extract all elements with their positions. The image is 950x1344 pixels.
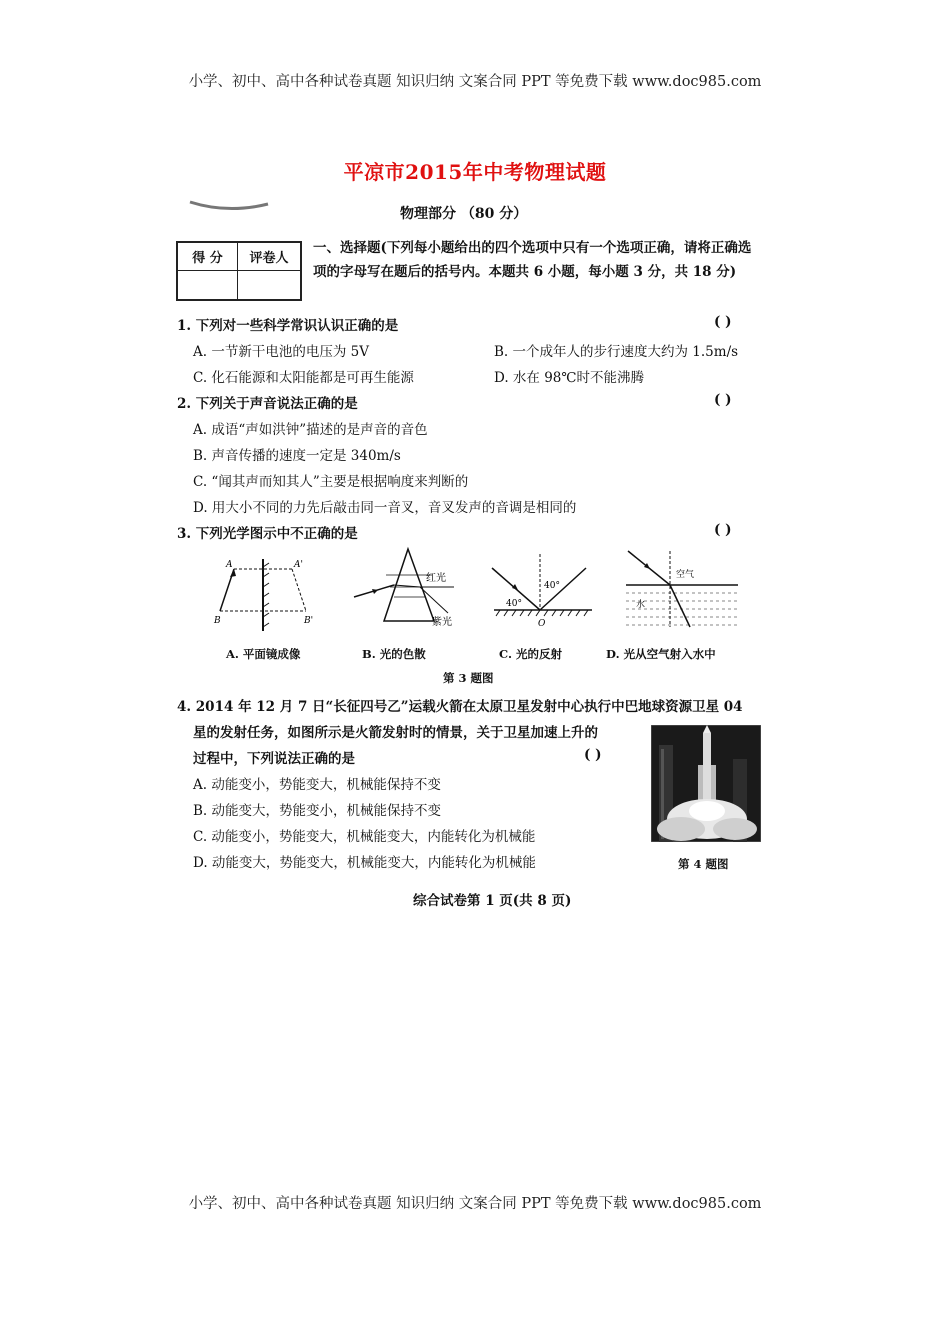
page-title: 平凉市2015年中考物理试题 — [343, 160, 607, 184]
grader-label: 评卷人 — [249, 251, 289, 266]
label-air: 空气 — [676, 570, 695, 580]
label-B: B — [214, 616, 221, 626]
score-table — [176, 241, 302, 301]
q1-option-c: C. 化石能源和太阳能都是可再生能源 — [193, 370, 414, 386]
q2-option-c: C. “闻其声而知其人”主要是根据响度来判断的 — [193, 474, 469, 490]
diagram-refraction — [622, 547, 742, 629]
scan-artifact-arc — [188, 200, 270, 214]
label-angle-1: 40° — [544, 581, 560, 591]
label-B-prime: B' — [304, 616, 314, 626]
diagram-prism-dispersion — [350, 545, 460, 627]
q2-option-a: A. 成语“声如洪钟”描述的是声音的音色 — [193, 422, 428, 438]
q2-stem: 2. 下列关于声音说法正确的是 — [177, 396, 358, 412]
diagram-reflection — [488, 550, 598, 630]
page-header: 小学、初中、高中各种试卷真题 知识归纳 文案合同 PPT 等免费下载 www.doc985.com — [188, 74, 762, 90]
q4-figure-caption: 第 4 题图 — [678, 857, 729, 871]
label-O: O — [538, 619, 546, 629]
q1-stem: 1. 下列对一些科学常识认识正确的是 — [177, 318, 399, 334]
page-footer: 小学、初中、高中各种试卷真题 知识归纳 文案合同 PPT 等免费下载 www.doc985.com — [188, 1196, 762, 1212]
q3-caption-a: A. 平面镜成像 — [226, 647, 301, 661]
q3-stem: 3. 下列光学图示中不正确的是 — [177, 526, 358, 542]
q3-caption-c: C. 光的反射 — [499, 647, 562, 661]
rocket-launch-photo — [651, 725, 761, 842]
q2-answer-blank: ( ) — [714, 392, 732, 408]
q3-caption-d: D. 光从空气射入水中 — [606, 647, 716, 661]
q1-answer-blank: ( ) — [714, 314, 732, 330]
label-violet-light: 紫光 — [432, 617, 452, 627]
page-number: 综合试卷第 1 页(共 8 页) — [413, 893, 572, 909]
q4-stem-line2: 星的发射任务，如图所示是火箭发射时的情景，关于卫星加速上升的 — [193, 725, 598, 741]
q2-option-b: B. 声音传播的速度一定是 340m/s — [193, 448, 401, 464]
label-red-light: 红光 — [426, 573, 446, 584]
label-angle-2: 40° — [506, 599, 522, 609]
q4-answer-blank: ( ) — [584, 747, 602, 763]
q4-option-b: B. 动能变大，势能变小，机械能保持不变 — [193, 803, 442, 819]
diagram-plane-mirror — [208, 555, 318, 633]
q1-option-a: A. 一节新干电池的电压为 5V — [193, 344, 369, 360]
q3-figure-caption: 第 3 题图 — [443, 671, 494, 685]
q4-stem-line1: 4. 2014 年 12 月 7 日“长征四号乙”运载火箭在太原卫星发射中心执行中巴地球资源卫星 04 — [177, 699, 743, 715]
q4-option-d: D. 动能变大，势能变大，机械能变大，内能转化为机械能 — [193, 855, 536, 871]
label-A-prime: A' — [294, 560, 303, 570]
q1-option-d: D. 水在 98℃时不能沸腾 — [494, 370, 644, 386]
label-water: 水 — [636, 600, 646, 610]
q3-answer-blank: ( ) — [714, 522, 732, 538]
q2-option-d: D. 用大小不同的力先后敲击同一音叉，音叉发声的音调是相同的 — [193, 500, 577, 516]
q4-option-c: C. 动能变小，势能变大，机械能变大，内能转化为机械能 — [193, 829, 536, 845]
q1-option-b: B. 一个成年人的步行速度大约为 1.5m/s — [494, 344, 739, 360]
q4-option-a: A. 动能变小，势能变大，机械能保持不变 — [193, 777, 441, 793]
instructions: 一、选择题(下列每小题给出的四个选项中只有一个选项正确，请将正确选项的字母写在题后的括号内。本题共 6 小题，每小题 3 分，共 18 分) — [313, 240, 752, 280]
section-heading: 物理部分 （80 分） — [400, 206, 528, 222]
label-A: A — [226, 560, 233, 570]
q4-stem-line3: 过程中，下列说法正确的是 — [193, 751, 355, 767]
score-label: 得 分 — [192, 251, 223, 266]
q3-caption-b: B. 光的色散 — [362, 647, 426, 661]
